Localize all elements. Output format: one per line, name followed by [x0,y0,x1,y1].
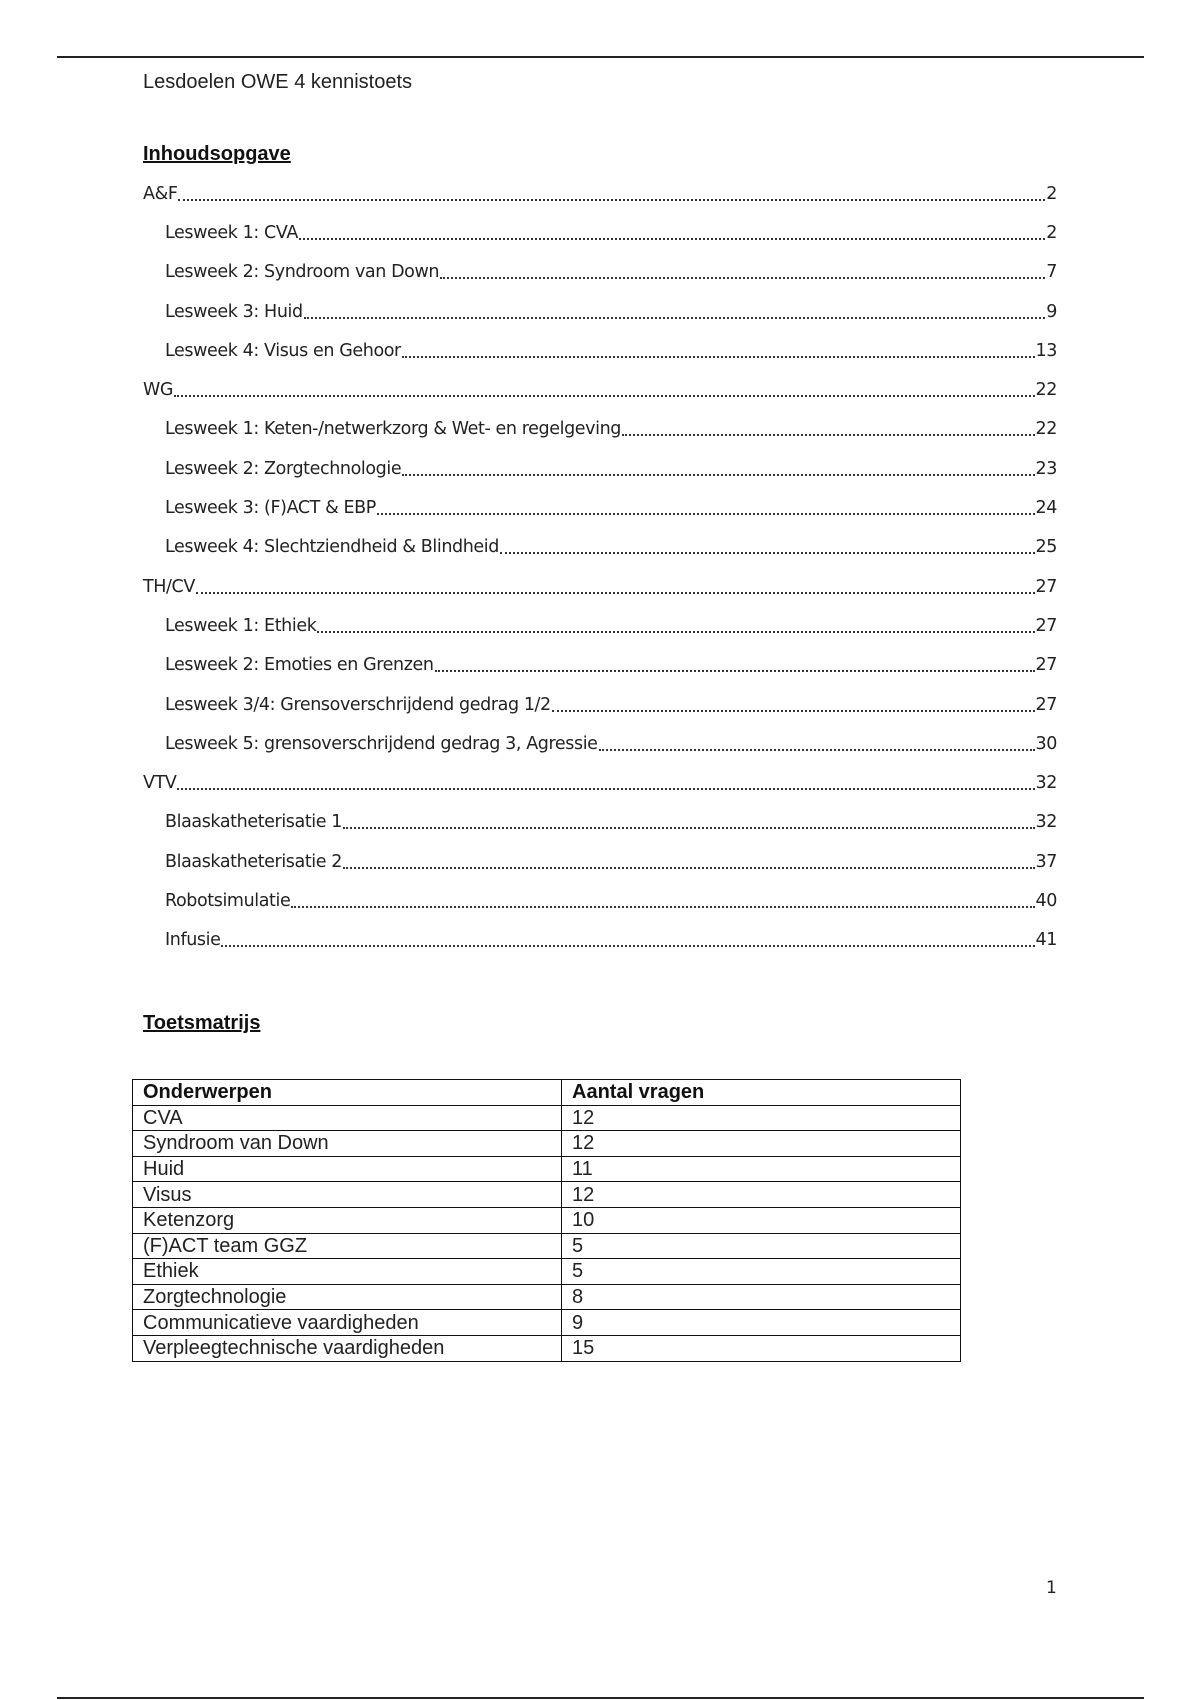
toc-entry-label: Lesweek 4: Slechtziendheid & Blindheid [165,537,499,558]
toc-entry[interactable] [143,253,1057,292]
question-count-cell: 15 [562,1335,961,1361]
toc-entry-label: Lesweek 2: Syndroom van Down [165,262,440,283]
toc-entry[interactable] [143,292,1057,331]
question-count-cell: 5 [562,1233,961,1259]
toc-entry-label: Lesweek 4: Visus en Gehoor [165,340,401,361]
table-of-contents [143,174,1057,960]
column-header-question-count: Aantal vragen [562,1080,961,1106]
toc-entry-page: 24 [1035,498,1057,519]
document-title: Lesdoelen OWE 4 kennistoets [143,71,413,93]
question-count-cell: 9 [562,1310,961,1336]
toc-dot-leader [599,749,1035,751]
toc-dot-leader [435,670,1035,672]
page-number: 1 [1046,1578,1057,1598]
toc-dot-leader [299,238,1045,240]
toc-dot-leader [500,552,1035,554]
question-count-cell: 5 [562,1259,961,1285]
toc-entry-page: 25 [1035,537,1057,558]
question-count-cell: 12 [562,1131,961,1157]
toc-entry[interactable] [143,174,1057,213]
table-row [133,1335,961,1361]
toc-dot-leader [196,592,1035,594]
toc-dot-leader [440,277,1045,279]
table-row [133,1310,961,1336]
toc-entry-label: Lesweek 5: grensoverschrijdend gedrag 3, Agressie [165,733,598,754]
toc-entry-label: Lesweek 3/4: Grensoverschrijdend gedrag 1/2 [165,694,551,715]
subject-cell: Syndroom van Down [133,1131,562,1157]
subject-cell: Visus [133,1182,562,1208]
question-count-cell: 10 [562,1207,961,1233]
toc-entry-page: 7 [1046,262,1057,283]
toc-entry[interactable] [143,213,1057,252]
toc-entry-page: 27 [1035,694,1057,715]
test-matrix-table [132,1079,961,1362]
subject-cell: Ethiek [133,1259,562,1285]
toc-entry-page: 2 [1046,222,1057,243]
toc-dot-leader [317,631,1034,633]
table-header-row [133,1080,961,1106]
toc-entry-page: 2 [1046,183,1057,204]
subject-cell: Huid [133,1156,562,1182]
toc-entry-label: Lesweek 2: Zorgtechnologie [165,458,402,479]
toc-entry[interactable] [143,921,1057,960]
toc-entry[interactable] [143,567,1057,606]
subject-cell: Communicatieve vaardigheden [133,1310,562,1336]
toc-entry[interactable] [143,881,1057,920]
toc-entry[interactable] [143,449,1057,488]
toc-dot-leader [343,867,1035,869]
toc-dot-leader [304,317,1046,319]
toc-entry-label: Lesweek 1: Ethiek [165,615,317,636]
column-header-subjects: Onderwerpen [133,1080,562,1106]
toc-entry-page: 27 [1035,655,1057,676]
toc-entry-label: TH/CV [143,576,195,597]
toc-entry[interactable] [143,370,1057,409]
subject-cell: Ketenzorg [133,1207,562,1233]
toc-entry-page: 27 [1035,615,1057,636]
toc-dot-leader [291,906,1034,908]
toc-entry-label: WG [143,380,174,401]
header-rule [57,56,1144,58]
toc-dot-leader [402,474,1034,476]
toc-entry-label: Lesweek 1: CVA [165,222,298,243]
toc-entry-label: A&F [143,183,178,204]
toc-entry[interactable] [143,528,1057,567]
toc-dot-leader [178,199,1045,201]
toc-entry-label: VTV [143,773,177,794]
toc-entry[interactable] [143,685,1057,724]
table-row [133,1105,961,1131]
toc-entry[interactable] [143,606,1057,645]
toc-dot-leader [174,395,1034,397]
toc-dot-leader [622,434,1035,436]
toc-dot-leader [552,710,1035,712]
toc-entry-page: 32 [1035,812,1057,833]
toc-entry[interactable] [143,488,1057,527]
toc-dot-leader [377,513,1035,515]
toc-entry[interactable] [143,410,1057,449]
toc-heading: Inhoudsopgave [143,143,291,165]
toc-entry-page: 9 [1046,301,1057,322]
subject-cell: CVA [133,1105,562,1131]
question-count-cell: 8 [562,1284,961,1310]
toc-entry-page: 13 [1035,340,1057,361]
table-row [133,1182,961,1208]
subject-cell: (F)ACT team GGZ [133,1233,562,1259]
toc-entry-page: 22 [1035,380,1057,401]
toc-entry[interactable] [143,803,1057,842]
toc-dot-leader [343,827,1035,829]
toc-entry-label: Infusie [165,930,221,951]
footer-rule [57,1697,1144,1699]
toc-entry-label: Blaaskatheterisatie 1 [165,812,343,833]
toc-entry[interactable] [143,646,1057,685]
toc-entry-page: 37 [1035,851,1057,872]
toc-entry-page: 22 [1035,419,1057,440]
toc-dot-leader [402,356,1035,358]
question-count-cell: 12 [562,1105,961,1131]
toc-entry-page: 41 [1035,930,1057,951]
toc-entry[interactable] [143,842,1057,881]
table-row [133,1131,961,1157]
toc-entry-label: Lesweek 2: Emoties en Grenzen [165,655,434,676]
toc-entry-page: 23 [1035,458,1057,479]
toc-dot-leader [221,945,1034,947]
toc-entry-label: Robotsimulatie [165,890,291,911]
table-row [133,1233,961,1259]
toc-entry-label: Lesweek 3: (F)ACT & EBP [165,498,376,519]
subject-cell: Verpleegtechnische vaardigheden [133,1335,562,1361]
toc-entry-page: 30 [1035,733,1057,754]
toc-entry-label: Lesweek 3: Huid [165,301,303,322]
table-row [133,1284,961,1310]
toc-entry-page: 27 [1035,576,1057,597]
toc-entry-label: Lesweek 1: Keten-/netwerkzorg & Wet- en regelgeving [165,419,621,440]
table-row [133,1207,961,1233]
toc-entry[interactable] [143,331,1057,370]
question-count-cell: 11 [562,1156,961,1182]
toc-entry-label: Blaaskatheterisatie 2 [165,851,343,872]
toc-dot-leader [177,788,1034,790]
toc-entry[interactable] [143,763,1057,802]
subject-cell: Zorgtechnologie [133,1284,562,1310]
table-row [133,1156,961,1182]
matrix-heading: Toetsmatrijs [143,1012,261,1034]
toc-entry-page: 32 [1035,773,1057,794]
table-row [133,1259,961,1285]
question-count-cell: 12 [562,1182,961,1208]
toc-entry-page: 40 [1035,890,1057,911]
toc-entry[interactable] [143,724,1057,763]
